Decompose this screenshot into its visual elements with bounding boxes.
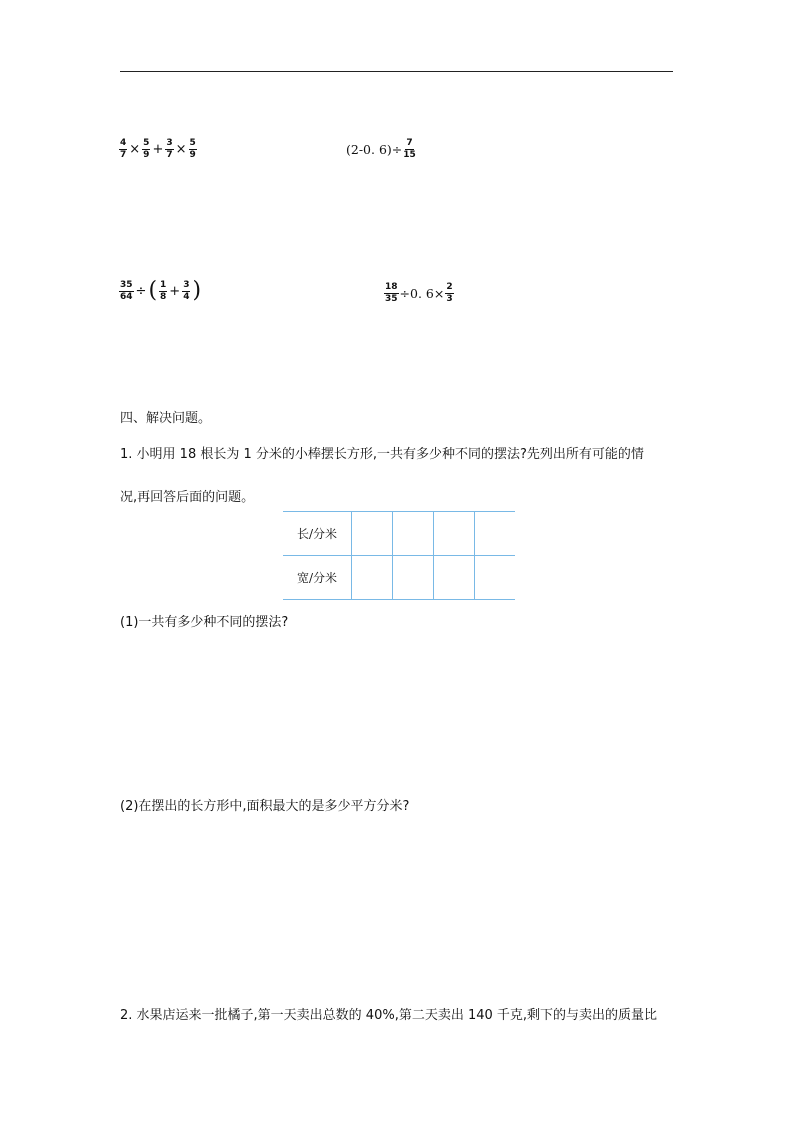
answer-cell[interactable]: [475, 512, 516, 556]
answer-cell[interactable]: [352, 556, 393, 600]
expression-3: [118, 280, 202, 302]
expression-1: [118, 139, 198, 160]
question-1-sub-2: (2)在摆出的长方形中,面积最大的是多少平方分米?: [120, 799, 410, 814]
left-paren: (: [148, 278, 158, 303]
fraction: $\frac{5}{9}$: [143, 138, 150, 160]
expression-text: ÷0. 6×: [399, 286, 445, 301]
question-1-line-2: 况,再回答后面的问题。: [120, 490, 255, 505]
operator: ÷: [135, 283, 147, 299]
fraction: $\frac{1}{8}$: [160, 279, 167, 302]
expression-2: [346, 139, 417, 160]
row-label-width: 宽/分米: [283, 556, 352, 600]
operator: ×: [175, 142, 187, 157]
fraction: $\frac{4}{7}$: [120, 138, 127, 160]
fraction: $\frac{3}{4}$: [183, 279, 190, 302]
question-2-line-1: 2. 水果店运来一批橘子,第一天卖出总数的 40%,第二天卖出 140 千克,剩下的与卖出的质量比: [120, 1008, 658, 1023]
section-heading: 四、解决问题。: [120, 411, 212, 426]
answer-cell[interactable]: [352, 512, 393, 556]
operator: +: [169, 283, 181, 299]
fraction: $\frac{18}{35}$: [385, 282, 398, 304]
expression-text: (2-0. 6)÷: [346, 142, 403, 157]
fraction: $\frac{2}{3}$: [446, 282, 453, 304]
answer-table: [283, 511, 515, 600]
answer-cell[interactable]: [434, 512, 475, 556]
question-1-line-1: 1. 小明用 18 根长为 1 分米的小棒摆长方形,一共有多少种不同的摆法?先列出所有可能的情: [120, 447, 644, 462]
answer-cell[interactable]: [393, 556, 434, 600]
fraction: $\frac{5}{9}$: [189, 138, 196, 160]
table-row: [283, 556, 515, 600]
table-row: [283, 512, 515, 556]
operator: ×: [129, 142, 141, 157]
answer-cell[interactable]: [393, 512, 434, 556]
fraction: $\frac{35}{64}$: [120, 279, 133, 302]
question-1-sub-1: (1)一共有多少种不同的摆法?: [120, 615, 289, 630]
row-label-length: 长/分米: [283, 512, 352, 556]
expression-4: [383, 283, 455, 304]
right-paren: ): [192, 278, 202, 303]
fraction: $\frac{7}{15}$: [403, 138, 416, 160]
header-rule: [120, 71, 673, 72]
operator: +: [152, 142, 164, 157]
fraction: $\frac{3}{7}$: [166, 138, 173, 160]
answer-cell[interactable]: [475, 556, 516, 600]
answer-cell[interactable]: [434, 556, 475, 600]
